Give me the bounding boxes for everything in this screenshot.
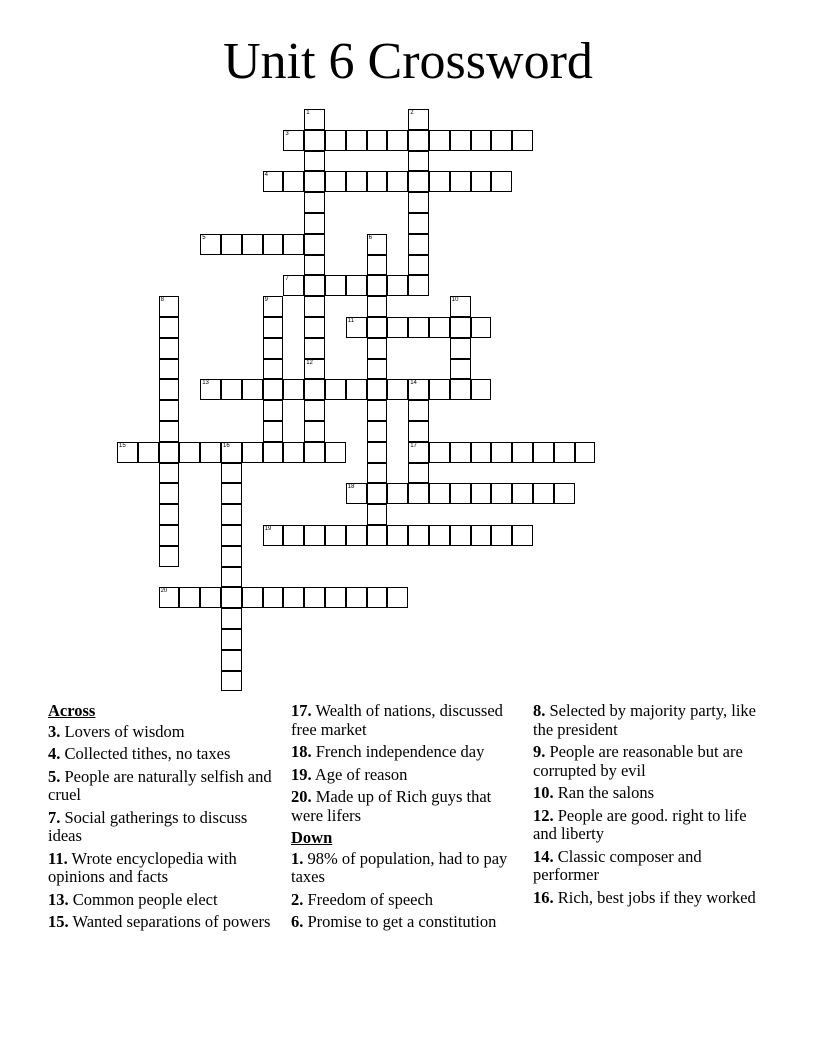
grid-cell[interactable]: [221, 671, 242, 692]
clue-text: Selected by majority party, like the president: [533, 701, 756, 739]
grid-cell[interactable]: [367, 317, 388, 338]
grid-cell[interactable]: [450, 442, 471, 463]
grid-cell[interactable]: [346, 317, 367, 338]
grid-cell[interactable]: [221, 483, 242, 504]
grid-cell[interactable]: [408, 213, 429, 234]
grid-cell[interactable]: [450, 171, 471, 192]
cell-number: 19: [264, 526, 272, 532]
grid-cell[interactable]: [200, 587, 221, 608]
grid-cell[interactable]: [242, 442, 263, 463]
grid-cell[interactable]: [387, 275, 408, 296]
clue-number: 1.: [291, 848, 304, 868]
clue-text: Common people elect: [68, 889, 218, 909]
clue-item: [48, 723, 278, 742]
grid-cell[interactable]: [408, 421, 429, 442]
grid-cell[interactable]: [159, 525, 180, 546]
grid-cell[interactable]: [367, 359, 388, 380]
grid-cell[interactable]: [554, 483, 575, 504]
grid-cell[interactable]: [408, 400, 429, 421]
clue-text: Age of reason: [311, 764, 408, 784]
clue-item: [533, 784, 763, 803]
grid-cell[interactable]: [159, 317, 180, 338]
clue-number: 14.: [533, 846, 554, 866]
cell-number: 11: [347, 318, 355, 324]
clue-text: Rich, best jobs if they worked: [553, 887, 756, 907]
grid-cell[interactable]: [221, 504, 242, 525]
grid-cell[interactable]: [408, 463, 429, 484]
clue-number: 7.: [48, 807, 61, 827]
clue-item: [291, 702, 521, 739]
clue-text: Freedom of speech: [303, 889, 434, 909]
grid-cell[interactable]: [408, 109, 429, 130]
grid-cell[interactable]: [263, 379, 284, 400]
clue-item: [291, 788, 521, 825]
clue-text: Made up of Rich guys that were lifers: [291, 787, 492, 825]
grid-cell[interactable]: [346, 130, 367, 151]
clue-item: [48, 745, 278, 764]
grid-cell[interactable]: [575, 442, 596, 463]
grid-cell[interactable]: [367, 463, 388, 484]
grid-cell[interactable]: [179, 442, 200, 463]
grid-cell[interactable]: [471, 171, 492, 192]
grid-cell[interactable]: [367, 234, 388, 255]
grid-cell[interactable]: [304, 255, 325, 276]
grid-cell[interactable]: [367, 338, 388, 359]
grid-cell[interactable]: [159, 400, 180, 421]
clue-text: French independence day: [311, 742, 485, 761]
grid-cell[interactable]: [263, 421, 284, 442]
grid-cell[interactable]: [512, 442, 533, 463]
grid-cell[interactable]: [304, 192, 325, 213]
cell-number: 6: [368, 234, 372, 241]
cell-number: 16: [223, 442, 230, 449]
grid-cell[interactable]: [325, 587, 346, 608]
clue-text: Social gatherings to discuss ideas: [48, 807, 248, 845]
cell-number: 4: [264, 172, 268, 179]
grid-cell[interactable]: [263, 525, 284, 546]
grid-cell[interactable]: [304, 338, 325, 359]
clue-text: Wrote encyclopedia with opinions and facts: [48, 848, 237, 886]
grid-cell[interactable]: [263, 296, 284, 317]
grid-cell[interactable]: [429, 379, 450, 400]
clue-number: 17.: [291, 701, 312, 720]
grid-cell[interactable]: [221, 442, 242, 463]
down-heading: Down: [291, 828, 333, 847]
clue-text: People are reasonable but are corrupted by evil: [533, 742, 743, 780]
clue-text: Collected tithes, no taxes: [60, 744, 231, 763]
grid-cell[interactable]: [159, 546, 180, 567]
grid-cell[interactable]: [346, 379, 367, 400]
grid-cell[interactable]: [408, 171, 429, 192]
grid-cell[interactable]: [387, 587, 408, 608]
clue-number: 18.: [291, 742, 312, 761]
grid-cell[interactable]: [367, 171, 388, 192]
grid-cell[interactable]: [346, 587, 367, 608]
grid-cell[interactable]: [242, 587, 263, 608]
cell-number: 7: [285, 276, 289, 283]
clue-number: 10.: [533, 783, 554, 802]
cell-number: 15: [119, 442, 126, 449]
grid-cell[interactable]: [325, 130, 346, 151]
grid-cell[interactable]: [325, 442, 346, 463]
grid-cell[interactable]: [242, 234, 263, 255]
grid-cell[interactable]: [263, 171, 284, 192]
grid-cell[interactable]: [325, 525, 346, 546]
grid-cell[interactable]: [263, 359, 284, 380]
cell-number: 10: [451, 297, 459, 304]
cell-number: 1: [306, 110, 310, 116]
grid-cell[interactable]: [408, 379, 429, 400]
grid-cell[interactable]: [387, 317, 408, 338]
grid-cell[interactable]: [346, 171, 367, 192]
grid-cell[interactable]: [304, 421, 325, 442]
grid-cell[interactable]: [408, 317, 429, 338]
grid-cell[interactable]: [491, 171, 512, 192]
cell-number: 17: [410, 442, 417, 449]
grid-cell[interactable]: [408, 151, 429, 172]
grid-cell[interactable]: [304, 234, 325, 255]
grid-cell[interactable]: [367, 504, 388, 525]
cell-number: 5: [202, 234, 206, 241]
grid-cell[interactable]: [304, 359, 325, 380]
grid-cell[interactable]: [263, 338, 284, 359]
grid-cell[interactable]: [200, 379, 221, 400]
grid-cell[interactable]: [367, 379, 388, 400]
grid-cell[interactable]: [117, 442, 138, 463]
clue-column-2: [291, 702, 521, 936]
clue-item: [291, 913, 521, 932]
clue-number: 11.: [48, 848, 68, 868]
grid-cell[interactable]: [325, 379, 346, 400]
grid-cell[interactable]: [533, 483, 554, 504]
grid-cell[interactable]: [221, 234, 242, 255]
grid-cell[interactable]: [221, 608, 242, 629]
grid-cell[interactable]: [304, 275, 325, 296]
grid-cell[interactable]: [367, 255, 388, 276]
grid-cell[interactable]: [159, 421, 180, 442]
clue-number: 19.: [291, 764, 312, 784]
grid-cell[interactable]: [325, 275, 346, 296]
grid-cell[interactable]: [429, 171, 450, 192]
clue-item: [48, 850, 278, 887]
clue-item: [533, 889, 763, 908]
grid-cell[interactable]: [221, 587, 242, 608]
clue-number: 13.: [48, 889, 69, 909]
grid-cell[interactable]: [263, 587, 284, 608]
cell-number: 9: [264, 297, 268, 304]
grid-cell[interactable]: [450, 525, 471, 546]
grid-cell[interactable]: [491, 483, 512, 504]
clue-item: [291, 850, 521, 887]
grid-cell[interactable]: [450, 338, 471, 359]
grid-cell[interactable]: [512, 525, 533, 546]
grid-cell[interactable]: [304, 442, 325, 463]
grid-cell[interactable]: [304, 109, 325, 130]
clue-number: 16.: [533, 887, 554, 907]
grid-cell[interactable]: [283, 525, 304, 546]
grid-cell[interactable]: [242, 379, 263, 400]
grid-cell[interactable]: [512, 130, 533, 151]
grid-cell[interactable]: [387, 171, 408, 192]
clue-column-1: [48, 702, 278, 936]
clue-item: [48, 913, 278, 932]
grid-cell[interactable]: [450, 483, 471, 504]
grid-cell[interactable]: [512, 483, 533, 504]
grid-cell[interactable]: [159, 359, 180, 380]
grid-cell[interactable]: [283, 171, 304, 192]
grid-cell[interactable]: [471, 317, 492, 338]
grid-cell[interactable]: [471, 483, 492, 504]
cell-number: 8: [160, 297, 164, 304]
grid-cell[interactable]: [450, 379, 471, 400]
grid-cell[interactable]: [367, 421, 388, 442]
clue-item: [291, 891, 521, 910]
grid-cell[interactable]: [408, 525, 429, 546]
grid-cell[interactable]: [304, 151, 325, 172]
clue-item: [291, 743, 521, 762]
grid-cell[interactable]: [221, 546, 242, 567]
clue-number: 8.: [533, 701, 546, 720]
grid-cell[interactable]: [491, 442, 512, 463]
grid-cell[interactable]: [304, 317, 325, 338]
grid-cell[interactable]: [263, 400, 284, 421]
grid-cell[interactable]: [387, 130, 408, 151]
grid-cell[interactable]: [221, 567, 242, 588]
grid-cell[interactable]: [304, 379, 325, 400]
grid-cell[interactable]: [450, 296, 471, 317]
grid-cell[interactable]: [408, 275, 429, 296]
grid-cell[interactable]: [429, 130, 450, 151]
grid-cell[interactable]: [200, 442, 221, 463]
grid-cell[interactable]: [491, 130, 512, 151]
clue-text: Wealth of nations, discussed free market: [291, 701, 503, 739]
grid-cell[interactable]: [263, 317, 284, 338]
clue-number: 12.: [533, 805, 554, 825]
grid-cell[interactable]: [491, 525, 512, 546]
clue-number: 3.: [48, 721, 61, 741]
clue-number: 4.: [48, 744, 61, 763]
grid-cell[interactable]: [429, 317, 450, 338]
grid-cell[interactable]: [387, 525, 408, 546]
grid-cell[interactable]: [159, 338, 180, 359]
clue-text: Lovers of wisdom: [60, 721, 185, 741]
grid-cell[interactable]: [221, 463, 242, 484]
clue-number: 5.: [48, 766, 61, 786]
across-heading: Across: [48, 701, 96, 720]
clue-text: Classic composer and performer: [533, 846, 702, 884]
grid-cell[interactable]: [408, 234, 429, 255]
grid-cell[interactable]: [387, 483, 408, 504]
page-title: Unit 6 Crossword: [223, 33, 593, 90]
grid-cell[interactable]: [429, 442, 450, 463]
grid-cell[interactable]: [159, 504, 180, 525]
grid-cell[interactable]: [283, 442, 304, 463]
grid-cell[interactable]: [408, 130, 429, 151]
clue-item: [533, 743, 763, 780]
cell-number: 3: [285, 130, 289, 137]
grid-cell[interactable]: [346, 275, 367, 296]
grid-cell[interactable]: [367, 587, 388, 608]
grid-cell[interactable]: [367, 483, 388, 504]
grid-cell[interactable]: [283, 275, 304, 296]
grid-cell[interactable]: [408, 483, 429, 504]
grid-cell[interactable]: [283, 587, 304, 608]
cell-number: 14: [410, 380, 417, 387]
grid-cell[interactable]: [450, 359, 471, 380]
grid-cell[interactable]: [346, 483, 367, 504]
grid-cell[interactable]: [221, 629, 242, 650]
grid-cell[interactable]: [367, 525, 388, 546]
grid-cell[interactable]: [387, 379, 408, 400]
grid-cell[interactable]: [304, 213, 325, 234]
grid-cell[interactable]: [159, 587, 180, 608]
cell-number: 20: [160, 588, 168, 595]
clue-item: [533, 807, 763, 844]
clue-text: Promise to get a constitution: [303, 912, 497, 931]
grid-cell[interactable]: [367, 275, 388, 296]
clue-text: People are naturally selfish and cruel: [48, 766, 272, 804]
clue-text: Wanted separations of powers: [68, 912, 271, 931]
grid-cell[interactable]: [283, 234, 304, 255]
grid-cell[interactable]: [554, 442, 575, 463]
grid-cell[interactable]: [138, 442, 159, 463]
grid-cell[interactable]: [367, 442, 388, 463]
cell-number: 12: [306, 359, 313, 366]
grid-cell[interactable]: [263, 234, 284, 255]
grid-cell[interactable]: [159, 442, 180, 463]
grid-cell[interactable]: [367, 130, 388, 151]
grid-cell[interactable]: [159, 379, 180, 400]
clue-item: [533, 702, 763, 739]
clue-number: 6.: [291, 912, 304, 931]
grid-cell[interactable]: [533, 442, 554, 463]
clue-number: 9.: [533, 742, 546, 761]
grid-cell[interactable]: [471, 379, 492, 400]
clue-text: Ran the salons: [553, 783, 654, 802]
grid-cell[interactable]: [304, 525, 325, 546]
grid-cell[interactable]: [408, 192, 429, 213]
cell-number: 13: [202, 380, 209, 387]
grid-cell[interactable]: [221, 650, 242, 671]
grid-cell[interactable]: [471, 525, 492, 546]
cell-number: 18: [347, 484, 355, 491]
grid-cell[interactable]: [179, 587, 200, 608]
grid-cell[interactable]: [304, 587, 325, 608]
clue-number: 20.: [291, 787, 312, 806]
clue-number: 15.: [48, 912, 69, 931]
clue-text: People are good. right to life and liberty: [533, 805, 747, 843]
grid-cell[interactable]: [408, 255, 429, 276]
grid-cell[interactable]: [159, 463, 180, 484]
grid-cell[interactable]: [304, 130, 325, 151]
grid-cell[interactable]: [304, 400, 325, 421]
grid-cell[interactable]: [159, 483, 180, 504]
clue-item: [291, 766, 521, 785]
grid-cell[interactable]: [367, 400, 388, 421]
grid-cell[interactable]: [283, 379, 304, 400]
clue-number: 2.: [291, 889, 304, 909]
clue-item: [48, 768, 278, 805]
grid-cell[interactable]: [159, 296, 180, 317]
cell-number: 2: [410, 110, 414, 116]
grid-cell[interactable]: [471, 442, 492, 463]
grid-cell[interactable]: [283, 130, 304, 151]
clue-item: [533, 848, 763, 885]
grid-cell[interactable]: [450, 317, 471, 338]
grid-cell[interactable]: [263, 442, 284, 463]
grid-cell[interactable]: [408, 442, 429, 463]
grid-cell[interactable]: [367, 296, 388, 317]
clue-item: [48, 891, 278, 910]
grid-cell[interactable]: [346, 525, 367, 546]
grid-cell[interactable]: [221, 525, 242, 546]
clue-column-3: [533, 702, 763, 911]
grid-cell[interactable]: [471, 130, 492, 151]
grid-cell[interactable]: [304, 296, 325, 317]
grid-cell[interactable]: [429, 525, 450, 546]
grid-cell[interactable]: [221, 379, 242, 400]
clue-text: 98% of population, had to pay taxes: [291, 848, 508, 886]
grid-cell[interactable]: [200, 234, 221, 255]
grid-cell[interactable]: [304, 171, 325, 192]
grid-cell[interactable]: [450, 130, 471, 151]
clue-item: [48, 809, 278, 846]
grid-cell[interactable]: [429, 483, 450, 504]
grid-cell[interactable]: [325, 171, 346, 192]
